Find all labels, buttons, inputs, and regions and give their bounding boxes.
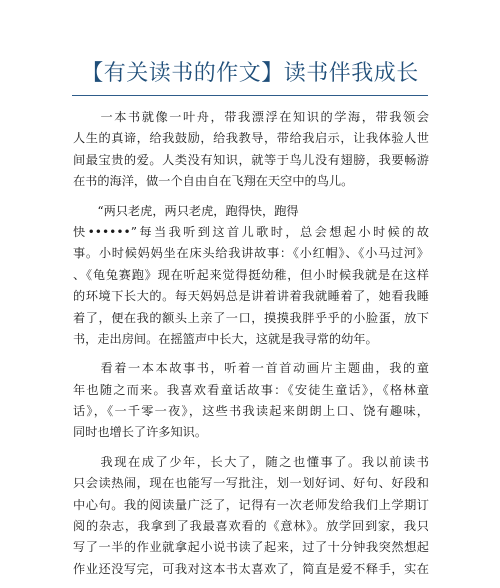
text-line: 年也随之而来。我喜欢看童话故事：《安徒生童话》，《格林童 (73, 382, 429, 397)
text-line: 看着一本本故事书，听着一首首动画片主题曲，我的童 (73, 361, 429, 376)
paragraph-3 (73, 358, 429, 444)
text-line: 阅的杂志，我拿到了我最喜欢看的《意林》。放学回到家，我只 (73, 519, 429, 534)
text-line: “两只老虎，两只老虎，跑得快，跑得 (73, 203, 299, 218)
text-line: 在书的海洋，做一个自由自在飞翔在天空中的鸟儿。 (73, 174, 354, 189)
text-line: 话》，《一千零一夜》，这些书我读起来朗朗上口、饶有趣味， (73, 404, 429, 419)
text-line: 着了，便在我的额头上亲了一口，摸摸我胖乎乎的小脸蛋，放下 (73, 310, 429, 325)
paragraph-2 (73, 201, 429, 351)
text-line: 一本书就像一叶舟，带我漂浮在知识的学海，带我领会 (73, 110, 429, 124)
text-line: 人生的真谛，给我鼓励，给我教导，带给我启示，让我体验人世 (73, 131, 429, 146)
title-underline (72, 95, 428, 96)
text-line: 书，走出房间。在摇篮声中长大，这就是我寻常的幼年。 (73, 331, 378, 346)
text-line: 、《龟兔赛跑》现在听起来觉得挺幼稚，但小时候我就是在这样 (73, 267, 429, 282)
document-title: 【有关读书的作文】读书伴我成长 (81, 61, 419, 86)
text-line: 快••••••”每当我听到这首儿歌时，总会想起小时候的故 (73, 224, 429, 239)
text-line: 写了一半的作业就拿起小说书读了起来，过了十分钟我突然想起 (73, 540, 429, 555)
paragraph-4 (73, 452, 429, 580)
text-line: 作业还没写完，可我对这本书太喜欢了，简直是爱不释手，实在 (73, 561, 429, 576)
text-line: 我现在成了少年，长大了，随之也懂事了。我以前读书 (73, 454, 429, 469)
text-line: 同时也增长了许多知识。 (73, 425, 208, 440)
text-line: 中心句。我的阅读量广泛了，记得有一次老师发给我们上学期订 (73, 497, 429, 512)
text-line: 间最宝贵的爱。人类没有知识，就等于鸟儿没有翅膀，我要畅游 (73, 152, 429, 167)
text-line: 只会读热闹，现在也能写一写批注，划一划好词、好句、好段和 (73, 476, 429, 491)
paragraph-1 (73, 107, 429, 193)
document-body (73, 107, 429, 588)
text-line: 的环境下长大的。每天妈妈总是讲着讲着我就睡着了，她看我睡 (73, 289, 429, 304)
text-line: 事。小时候妈妈坐在床头给我讲故事：《小红帽》、《小马过河》 (73, 246, 429, 261)
